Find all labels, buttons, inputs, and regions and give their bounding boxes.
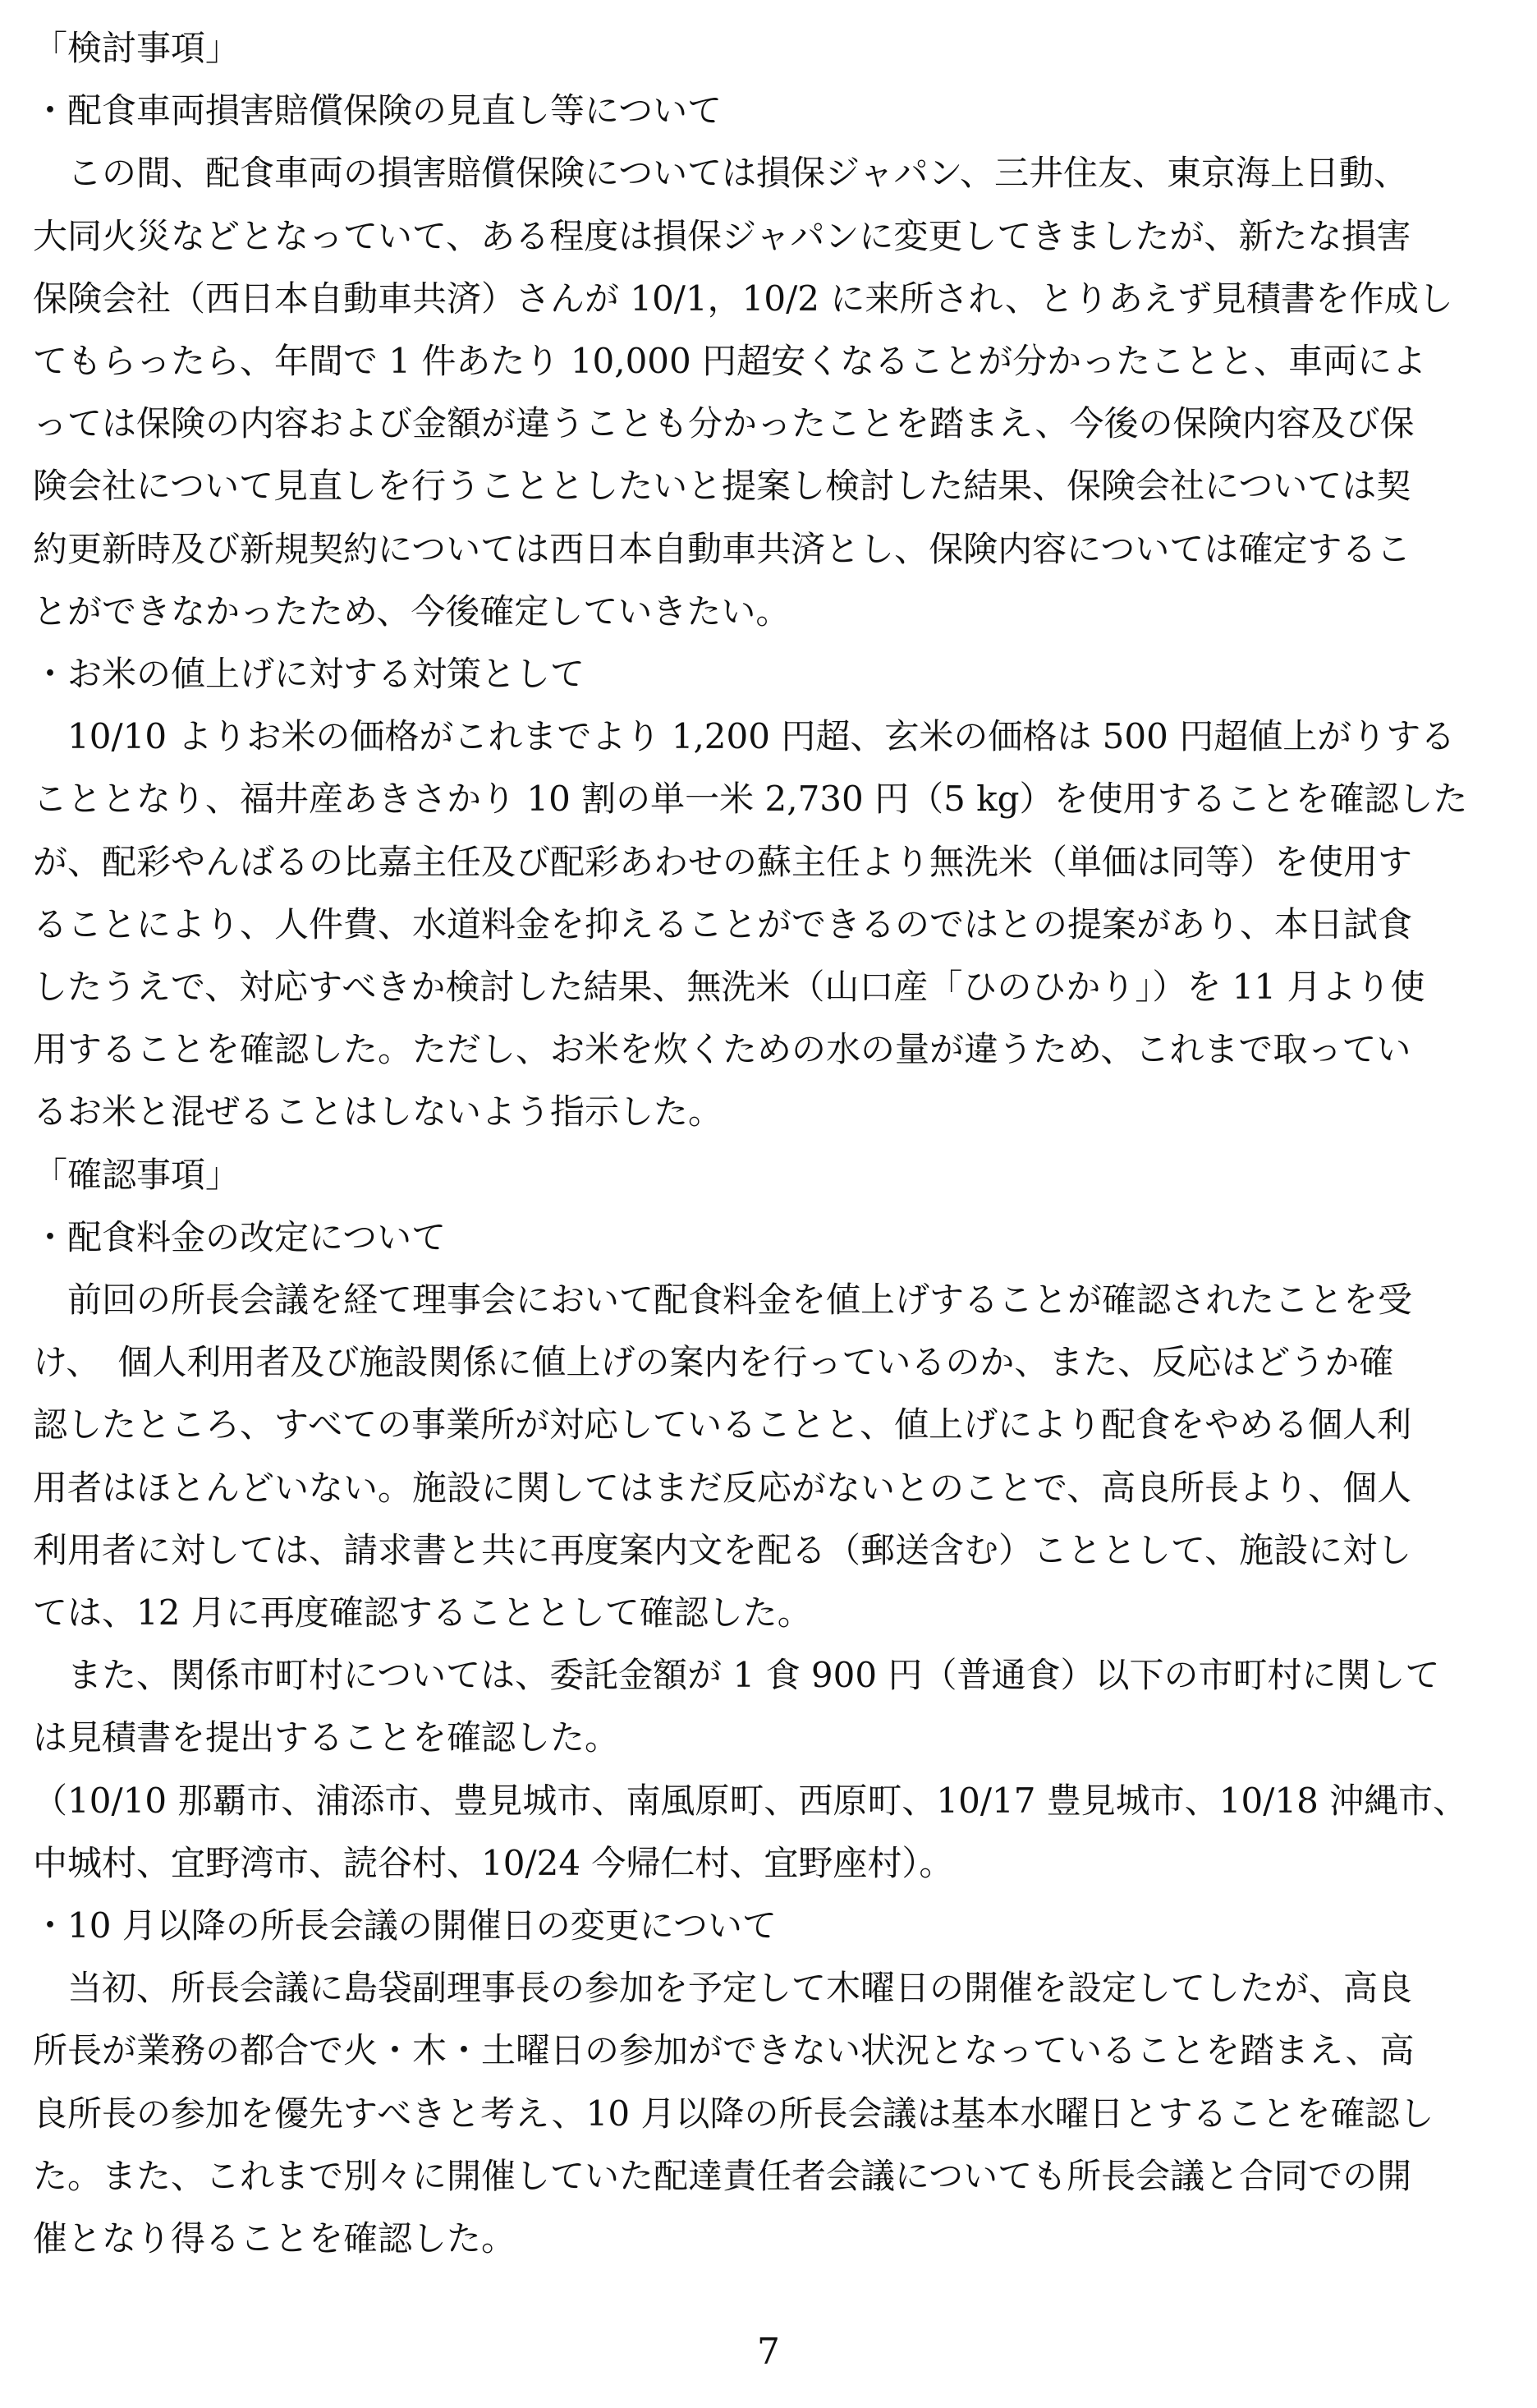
bullet-rice-price-measures: ・お米の値上げに対する対策として: [33, 654, 585, 694]
section-heading-confirmed-items: 「確認事項」: [33, 1154, 241, 1195]
bullet-meeting-date-change: ・10 月以降の所長会議の開催日の変更について: [33, 1905, 777, 1946]
text-line: 用することを確認した。ただし、お米を炊くための水の量が違うため、これまで取ってい: [33, 1029, 1411, 1070]
text-line: は見積書を提出することを確認した。: [33, 1717, 620, 1758]
text-line: 大同火災などとなっていて、ある程度は損保ジャパンに変更してきましたが、新たな損害: [33, 215, 1411, 256]
text-line: こととなり、福井産あきさかり 10 割の単一米 2,730 円（5 kg）を使用することを確認した: [33, 779, 1468, 820]
text-line: た。また、これまで別々に開催していた配達責任者会議についても所長会議と合同での開: [33, 2155, 1412, 2196]
text-line: 利用者に対しては、請求書と共に再度案内文を配る（郵送含む）こととして、施設に対し: [33, 1529, 1412, 1570]
text-line: 中城村、宜野湾市、読谷村、10/24 今帰仁村、宜野座村）。: [33, 1842, 954, 1883]
text-line: 前回の所長会議を経て理事会において配食料金を値上げすることが確認されたことを受: [33, 1280, 1413, 1320]
bullet-meal-fee-revision: ・配食料金の改定について: [33, 1216, 447, 1257]
bullet-vehicle-insurance-review: ・配食車両損害賠償保険の見直し等について: [33, 90, 723, 131]
text-line: 良所長の参加を優先すべきと考え、10 月以降の所長会議は基本水曜日とすることを確認し: [33, 2093, 1434, 2134]
text-line: 用者はほとんどいない。施設に関してはまだ反応がないとのことで、高良所長より、個人: [33, 1467, 1412, 1508]
text-line: てもらったら、年間で 1 件あたり 10,000 円超安くなることが分かったことと、車両によ: [33, 341, 1427, 381]
text-line: るお米と混ぜることはしないよう指示した。: [33, 1091, 723, 1133]
text-line: この間、配食車両の損害賠償保険については損保ジャパン、三井住友、東京海上日動、: [33, 153, 1408, 194]
section-heading-review-items: 「検討事項」: [33, 28, 241, 68]
text-line: また、関係市町村については、委託金額が 1 食 900 円（普通食）以下の市町村に関して: [33, 1655, 1440, 1696]
text-line: ることにより、人件費、水道料金を抑えることができるのではとの提案があり、本日試食: [33, 903, 1413, 944]
text-line: 催となり得ることを確認した。: [33, 2218, 516, 2259]
text-line: け、 個人利用者及び施設関係に値上げの案内を行っているのか、また、反応はどうか確: [33, 1342, 1394, 1383]
text-line: 険会社について見直しを行うこととしたいと提案し検討した結果、保険会社については契: [33, 466, 1411, 507]
text-line: 10/10 よりお米の価格がこれまでより 1,200 円超、玄米の価格は 500 円超値上がりする: [33, 716, 1456, 757]
text-line: ては、12 月に再度確認することとして確認した。: [33, 1592, 812, 1633]
text-line: したうえで、対応すべきか検討した結果、無洗米（山口産「ひのひかり」）を 11 月より使: [33, 967, 1425, 1007]
text-line: とができなかったため、今後確定していきたい。: [33, 591, 791, 632]
text-line: 保険会社（西日本自動車共済）さんが 10/1，10/2 に来所され、とりあえず見積書を作成し: [33, 278, 1453, 319]
page-number: 7: [757, 2331, 780, 2373]
text-line: 所長が業務の都合で火・木・土曜日の参加ができない状況となっていることを踏まえ、高: [33, 2030, 1415, 2071]
text-line: っては保険の内容および金額が違うことも分かったことを踏まえ、今後の保険内容及び保: [33, 403, 1415, 444]
text-line: （10/10 那覇市、浦添市、豊見城市、南風原町、西原町、10/17 豊見城市、10/18 沖縄市、: [33, 1780, 1468, 1821]
text-line: 当初、所長会議に島袋副理事長の参加を予定して木曜日の開催を設定してしたが、高良: [33, 1968, 1413, 2009]
text-line: 約更新時及び新規契約については西日本自動車共済とし、保険内容については確定するこ: [33, 528, 1411, 569]
text-line: が、配彩やんばるの比嘉主任及び配彩あわせの蘇主任より無洗米（単価は同等）を使用す: [33, 841, 1413, 882]
text-line: 認したところ、すべての事業所が対応していることと、値上げにより配食をやめる個人利: [33, 1404, 1412, 1445]
